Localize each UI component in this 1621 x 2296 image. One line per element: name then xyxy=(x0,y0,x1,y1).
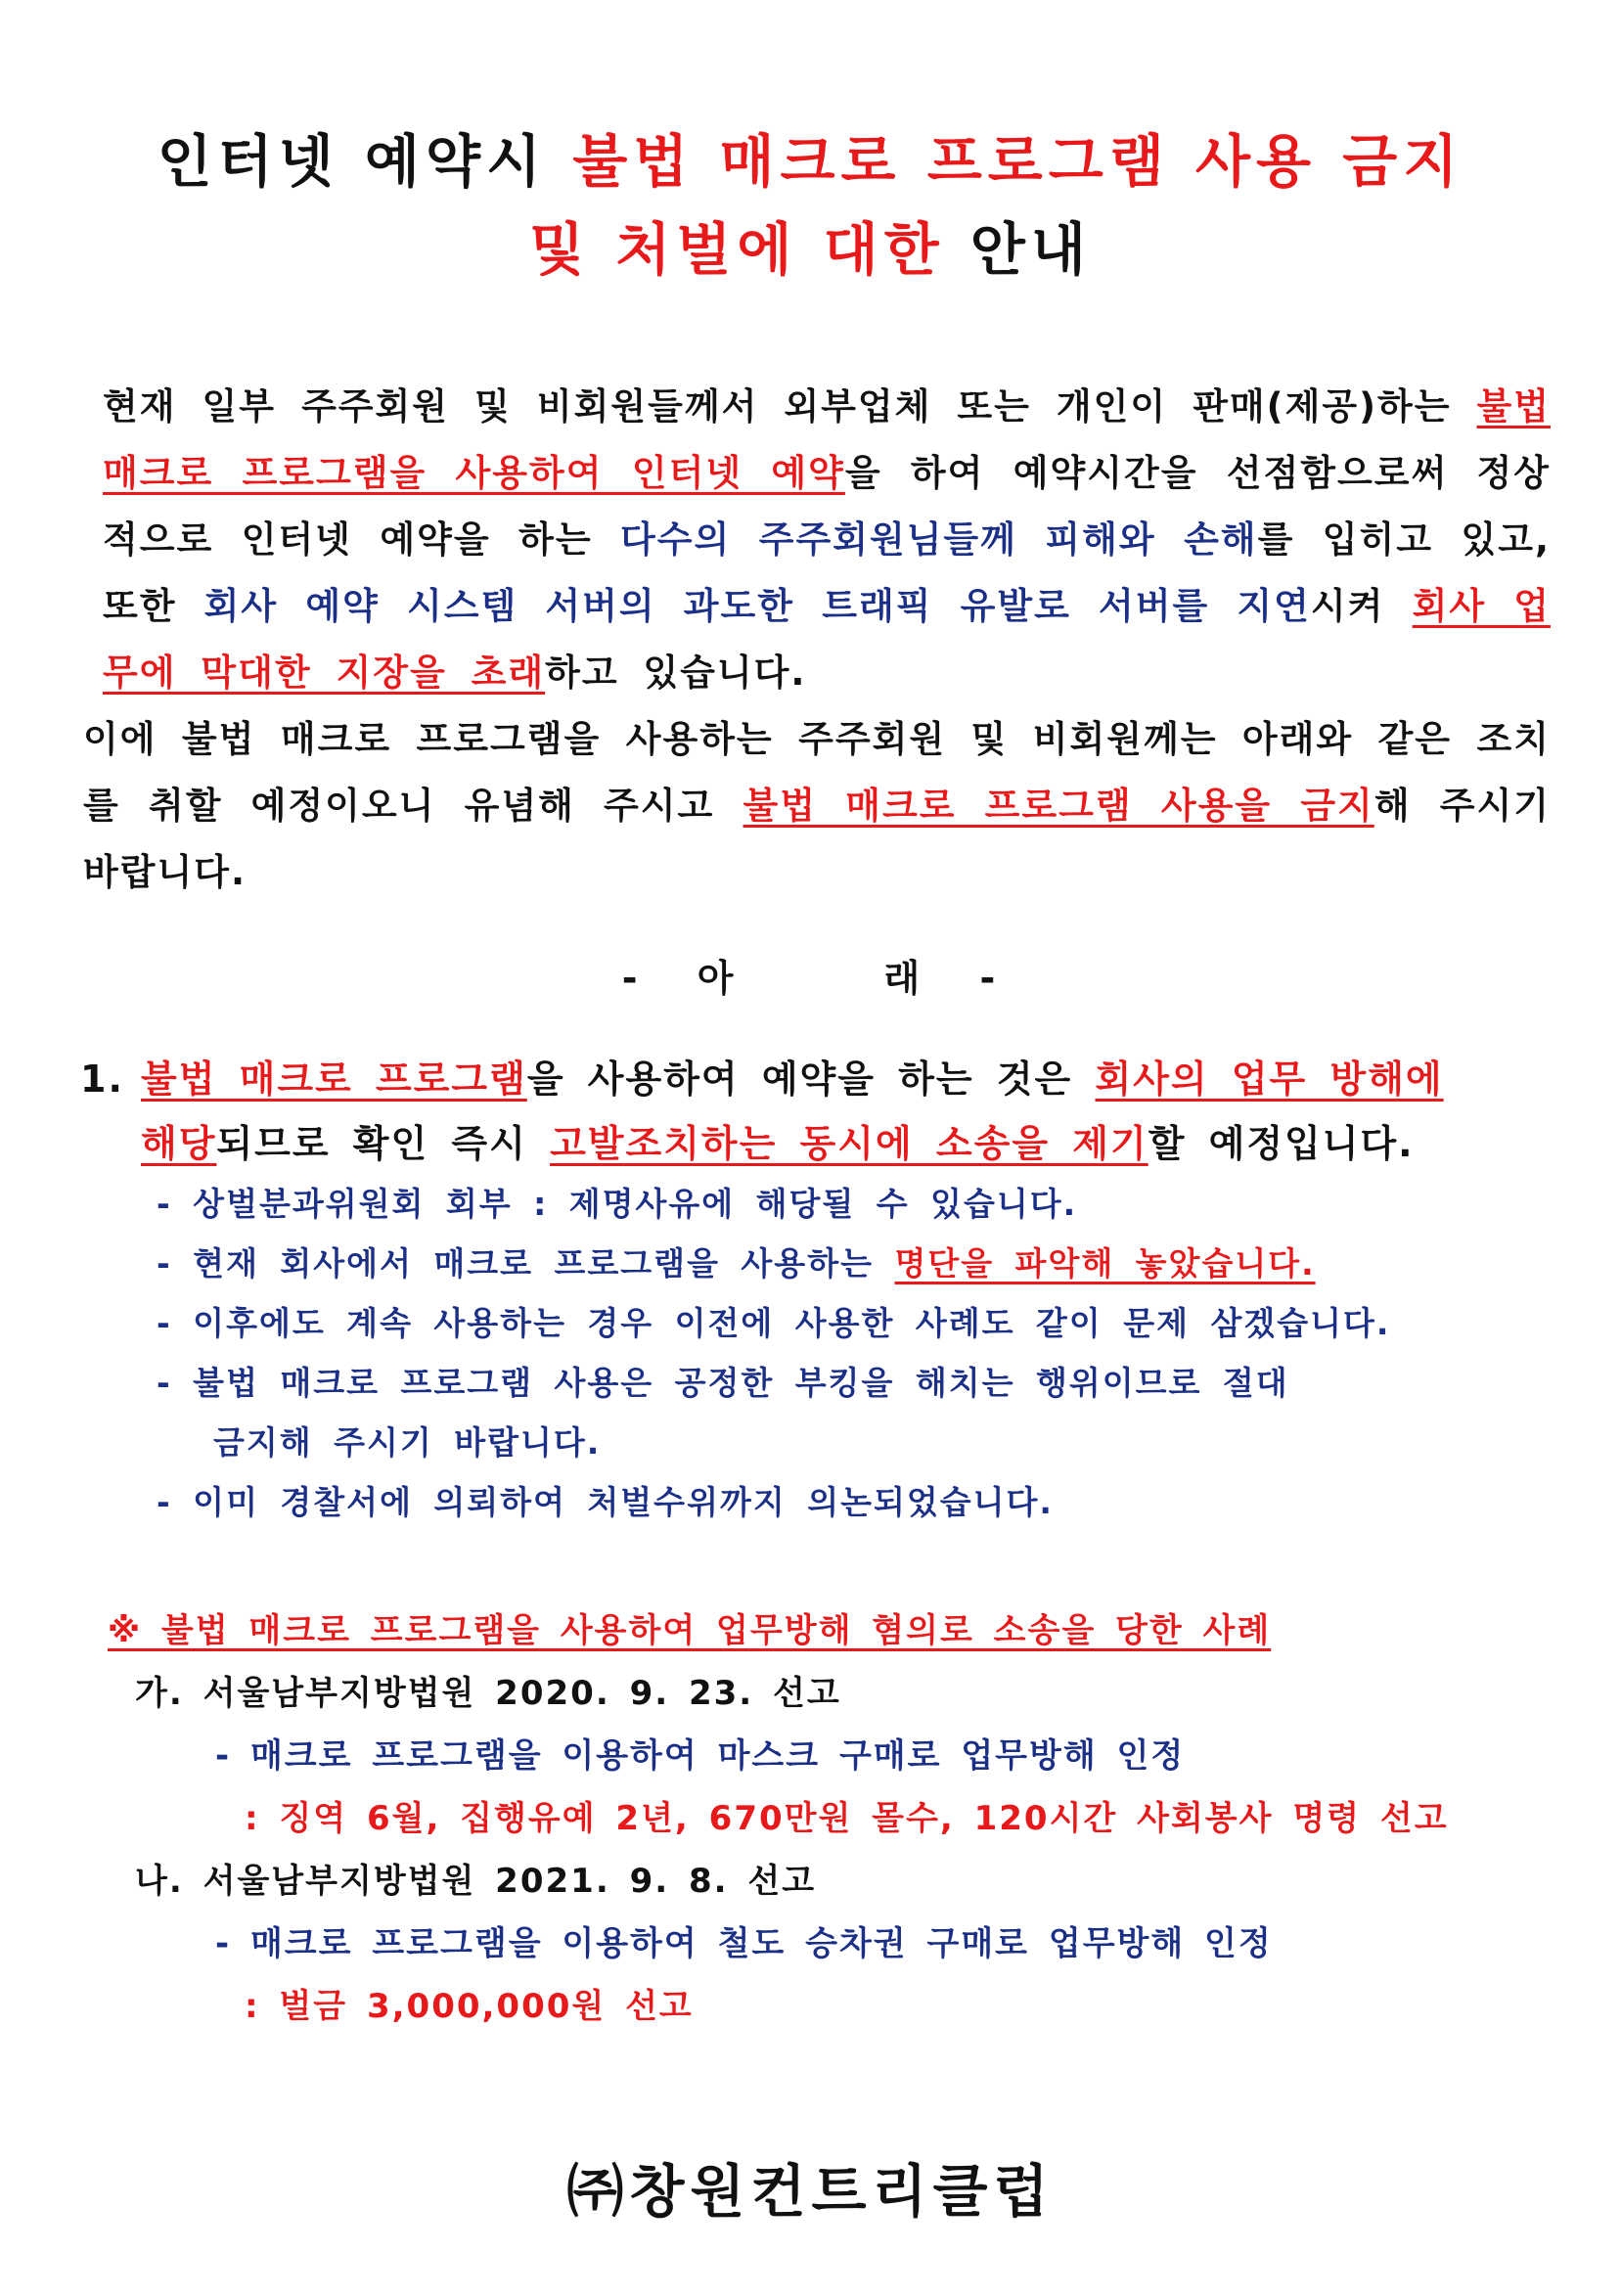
intro-text xyxy=(83,374,1551,906)
page-title xyxy=(59,117,1562,293)
item-1-sub-list xyxy=(157,1174,1546,1532)
list-item xyxy=(157,1234,1546,1293)
intro-highlight-damage: 다수의 주주회원님들께 피해와 손해 xyxy=(620,518,1258,561)
intro-text-segment: 이에 불법 매크로 프로그램을 사용하는 주주회원 및 비회원께는 아래와 같은 조치를 취할 예정이오니 유념해 주시고 xyxy=(83,718,1551,827)
intro-text-segment: 을 하여 예약시간을 선점함으로써 정상적으로 인터넷 예약을 하는 xyxy=(103,452,1551,561)
intro-text-segment: 시켜 xyxy=(1310,585,1413,627)
item-1 xyxy=(80,1047,1548,1176)
intro-highlight-disruption: 회사 업무에 막대한 지장을 초래 xyxy=(103,585,1551,694)
list-item: - 이미 경찰서에 의뢰하여 처벌수위까지 의논되었습니다. xyxy=(157,1483,1054,1521)
title-line-2 xyxy=(59,205,1562,293)
title-text-black: 인터넷 예약시 xyxy=(157,128,573,195)
item-1-highlight-applicable: 해당 xyxy=(141,1122,217,1165)
list-item-continuation: 금지해 주시기 바랍니다. xyxy=(213,1423,602,1462)
case-b-description: - 매크로 프로그램을 이용하여 철도 승차권 구매로 업무방해 인정 xyxy=(215,1924,1273,1963)
company-name: ㈜창원컨트리클럽 xyxy=(566,2158,1055,2225)
list-item: - 이후에도 계속 사용하는 경우 이전에 사용한 사례도 같이 문제 삼겠습니다. xyxy=(157,1304,1391,1342)
item-number: 1. xyxy=(80,1058,124,1101)
cases-heading: ※ 불법 매크로 프로그램을 사용하여 업무방해 혐의로 소송을 당한 사례 xyxy=(108,1611,1272,1650)
title-text-black-2: 안내 xyxy=(944,216,1092,283)
title-text-red-2: 및 처벌에 대한 xyxy=(529,216,945,283)
item-1-text: 을 사용하여 예약을 하는 것은 xyxy=(526,1058,1096,1101)
item-1-text: 할 예정입니다. xyxy=(1148,1122,1415,1165)
separator-right: 래 - xyxy=(883,957,1000,1000)
separator-left: - 아 xyxy=(621,957,738,1000)
intro-highlight-macro: 불법 매크로 프로그램을 사용하여 인터넷 예약 xyxy=(103,385,1551,494)
intro-highlight-prohibit: 불법 매크로 프로그램 사용을 금지 xyxy=(743,785,1374,827)
intro-paragraph-1 xyxy=(83,374,1551,706)
item-1-line-1 xyxy=(80,1047,1548,1111)
item-1-highlight-macro: 불법 매크로 프로그램 xyxy=(141,1058,527,1101)
intro-text-segment: 를 입히고 있고, 또한 xyxy=(103,518,1551,627)
case-a-sentence: : 징역 6월, 집행유예 2년, 670만원 몰수, 120시간 사회봉사 명령 선고 xyxy=(245,1799,1449,1838)
title-text-red: 불법 매크로 프로그램 사용 금지 xyxy=(572,128,1464,195)
intro-text-segment: 현재 일부 주주회원 및 비회원들께서 외부업체 또는 개인이 판매(제공)하는 xyxy=(103,385,1477,428)
case-a-description: - 매크로 프로그램을 이용하여 마스크 구매로 업무방해 인정 xyxy=(215,1736,1186,1776)
item-1-text: 되므로 확인 즉시 xyxy=(216,1122,551,1165)
intro-text-segment: 해 주시기 바랍니다. xyxy=(83,785,1552,893)
item-1-line-2 xyxy=(80,1111,1548,1176)
list-item: - 불법 매크로 프로그램 사용은 공정한 부킹을 해치는 행위이므로 절대 xyxy=(157,1364,1289,1402)
section-separator xyxy=(0,949,1621,1008)
list-item-text: - 현재 회사에서 매크로 프로그램을 사용하는 xyxy=(157,1244,895,1283)
case-b-court: 나. 서울남부지방법원 2021. 9. 8. 선고 xyxy=(135,1862,817,1901)
lawsuit-cases xyxy=(108,1599,1546,2038)
intro-highlight-server: 회사 예약 시스템 서버의 과도한 트래픽 유발로 서버를 지연 xyxy=(203,585,1311,627)
list-item: - 상벌분과위원회 회부 : 제명사유에 해당될 수 있습니다. xyxy=(157,1185,1078,1223)
list-item-highlight: 명단을 파악해 놓았습니다. xyxy=(894,1244,1316,1283)
title-line-1 xyxy=(59,117,1562,205)
intro-paragraph-2 xyxy=(83,706,1551,906)
item-1-highlight-obstruction: 회사의 업무 방해에 xyxy=(1095,1058,1444,1101)
item-1-highlight-lawsuit: 고발조치하는 동시에 소송을 제기 xyxy=(550,1122,1148,1165)
case-a-court: 가. 서울남부지방법원 2020. 9. 23. 선고 xyxy=(135,1674,841,1713)
intro-text-segment: 하고 있습니다. xyxy=(545,652,807,694)
case-b-sentence: : 벌금 3,000,000원 선고 xyxy=(245,1987,694,2026)
